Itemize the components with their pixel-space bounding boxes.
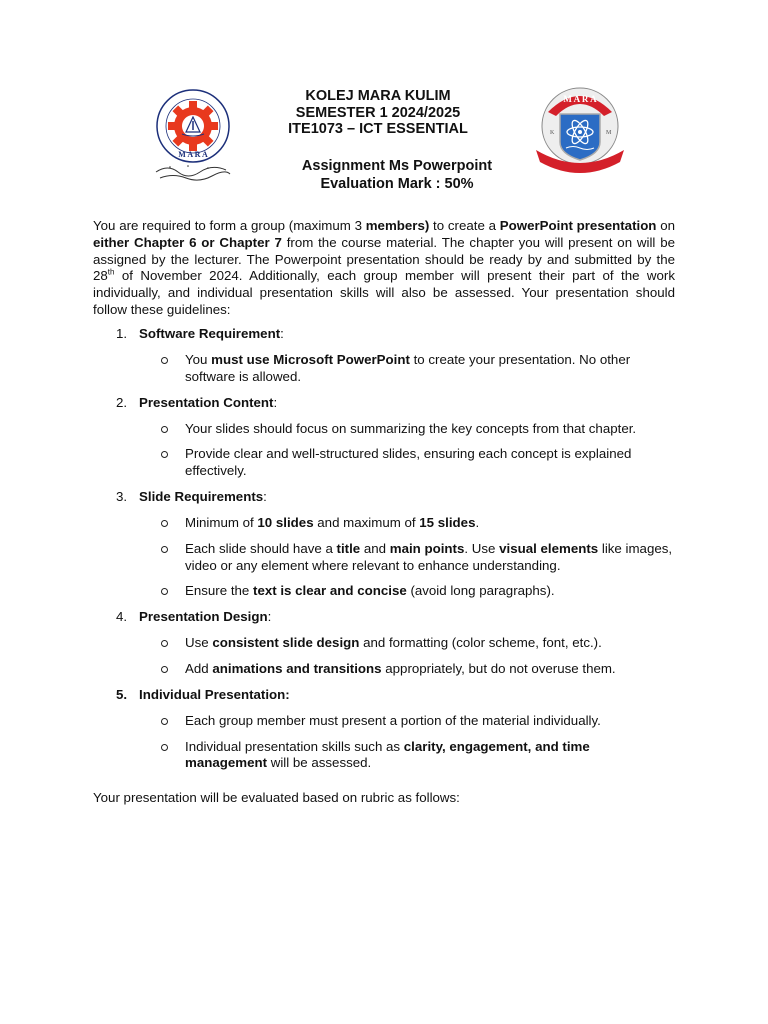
text: You (185, 352, 212, 367)
bullet-icon (161, 357, 168, 364)
ordinal-suffix: th (107, 267, 115, 277)
intro-text: on (656, 218, 675, 233)
intro-bold-powerpoint: PowerPoint presentation (499, 218, 657, 233)
intro-paragraph (93, 218, 675, 319)
bold-text: visual elements (499, 540, 599, 556)
institution-name: KOLEJ MARA KULIM (305, 88, 451, 104)
list-item (93, 635, 675, 652)
list-item (93, 713, 675, 730)
text: Minimum of (185, 514, 258, 530)
guideline-presentation-design (93, 609, 683, 627)
colon: : (280, 326, 284, 341)
text: Provide clear and well-structured slides, ensuring each concept is explained effectively. (185, 446, 632, 479)
guideline-title: Presentation Design (139, 609, 268, 625)
title-block (270, 88, 486, 138)
text: to create your presentation. No other software is allowed. (185, 352, 631, 384)
bold-text: 10 slides (257, 514, 314, 530)
list-item (93, 661, 675, 678)
bullet-icon (161, 744, 168, 751)
guidelines-list (93, 326, 683, 781)
bold-text: 15 slides (419, 514, 476, 530)
text: appropriately, but do not overuse them. (381, 660, 616, 676)
list-item (93, 421, 675, 438)
kolej-mara-kulim-logo-icon (530, 84, 630, 176)
bullet-icon (161, 588, 168, 595)
bullet-icon (161, 546, 168, 553)
list-item (93, 583, 675, 600)
semester-label: SEMESTER 1 2024/2025 (295, 104, 461, 121)
text: (avoid long paragraphs). (406, 583, 555, 599)
text: and (360, 540, 390, 556)
bullet-icon (161, 718, 168, 725)
intro-text: to create a (429, 218, 500, 233)
text: Individual presentation skills such as (185, 738, 404, 754)
list-item (93, 446, 675, 480)
intro-bold-chapters: either Chapter 6 or Chapter 7 (93, 234, 282, 250)
list-number: 2. (116, 394, 128, 410)
bullet-icon (161, 426, 168, 433)
bullet-icon (161, 451, 168, 458)
mara-logo-icon (148, 88, 238, 183)
guideline-title: Slide Requirements (139, 488, 264, 504)
list-item (93, 515, 675, 532)
svg-text:M A R A: M A R A (178, 150, 208, 159)
text: and maximum of (313, 514, 420, 530)
guideline-slide-requirements (93, 489, 683, 507)
document-header (0, 82, 768, 202)
guideline-title: Individual Presentation: (139, 686, 290, 702)
text: Add (185, 660, 213, 676)
text: like images, video or any element where relevant to enhance understanding. (185, 540, 673, 573)
bullet-icon (161, 640, 168, 647)
text: will be assessed. (267, 755, 372, 771)
colon: : (263, 488, 267, 504)
list-item (93, 739, 675, 773)
svg-text:K: K (550, 130, 555, 136)
text: Use (185, 635, 213, 651)
evaluation-mark: Evaluation Mark : 50% (320, 176, 474, 192)
bold-text: animations and transitions (212, 660, 382, 676)
intro-bold-members: members) (365, 218, 430, 233)
bold-text: main points (389, 540, 465, 556)
assignment-block (282, 157, 512, 193)
bold-text: title (336, 540, 361, 556)
intro-text: from the course material. The chapter you will present on will be assigned by the lecturer. The Powerpoint presentation should be ready by and submitted by the 28 (93, 234, 675, 284)
guideline-individual-presentation (93, 687, 683, 705)
text: Each slide should have a (185, 540, 337, 556)
bold-text: text is clear and concise (253, 583, 407, 599)
text: and formatting (color scheme, font, etc.). (359, 635, 602, 651)
bold-text: clarity, engagement, and time management (185, 738, 590, 771)
list-number: 4. (116, 609, 128, 625)
svg-text:M: M (606, 130, 612, 136)
text: Each group member must present a portion of the material individually. (185, 712, 601, 728)
colon: : (267, 609, 272, 625)
text: Your slides should focus on summarizing the key concepts from that chapter. (185, 420, 637, 436)
svg-text:M A R A: M A R A (563, 94, 597, 104)
list-number: 5. (116, 686, 128, 702)
text: . (475, 514, 480, 530)
list-item (93, 352, 675, 386)
assignment-title: Assignment Ms Powerpoint (301, 158, 493, 174)
text: . Use (464, 540, 500, 556)
guideline-presentation-content (93, 395, 683, 413)
closing-sentence: Your presentation will be evaluated based on rubric as follows: (93, 790, 460, 805)
list-number: 1. (116, 326, 128, 341)
bullet-icon (161, 520, 168, 527)
guideline-title: Software Requirement (139, 326, 281, 341)
guideline-software-requirement (93, 326, 683, 344)
list-item (93, 541, 675, 575)
colon: : (273, 394, 278, 410)
course-label: ITE1073 – ICT ESSENTIAL (288, 121, 468, 137)
bold-text: must use Microsoft PowerPoint (211, 352, 410, 367)
guideline-title: Presentation Content (139, 394, 274, 410)
intro-text: of November 2024. Additionally, each group member will present their part of the work individually, and individual presentation skills will also be assessed. Your presentation should follow these guidelines: (93, 268, 675, 317)
text: Ensure the (185, 583, 254, 599)
list-number: 3. (116, 488, 128, 504)
bold-text: consistent slide design (212, 635, 360, 651)
bullet-icon (161, 666, 168, 673)
intro-text: You are required to form a group (maximum 3 (93, 218, 366, 233)
